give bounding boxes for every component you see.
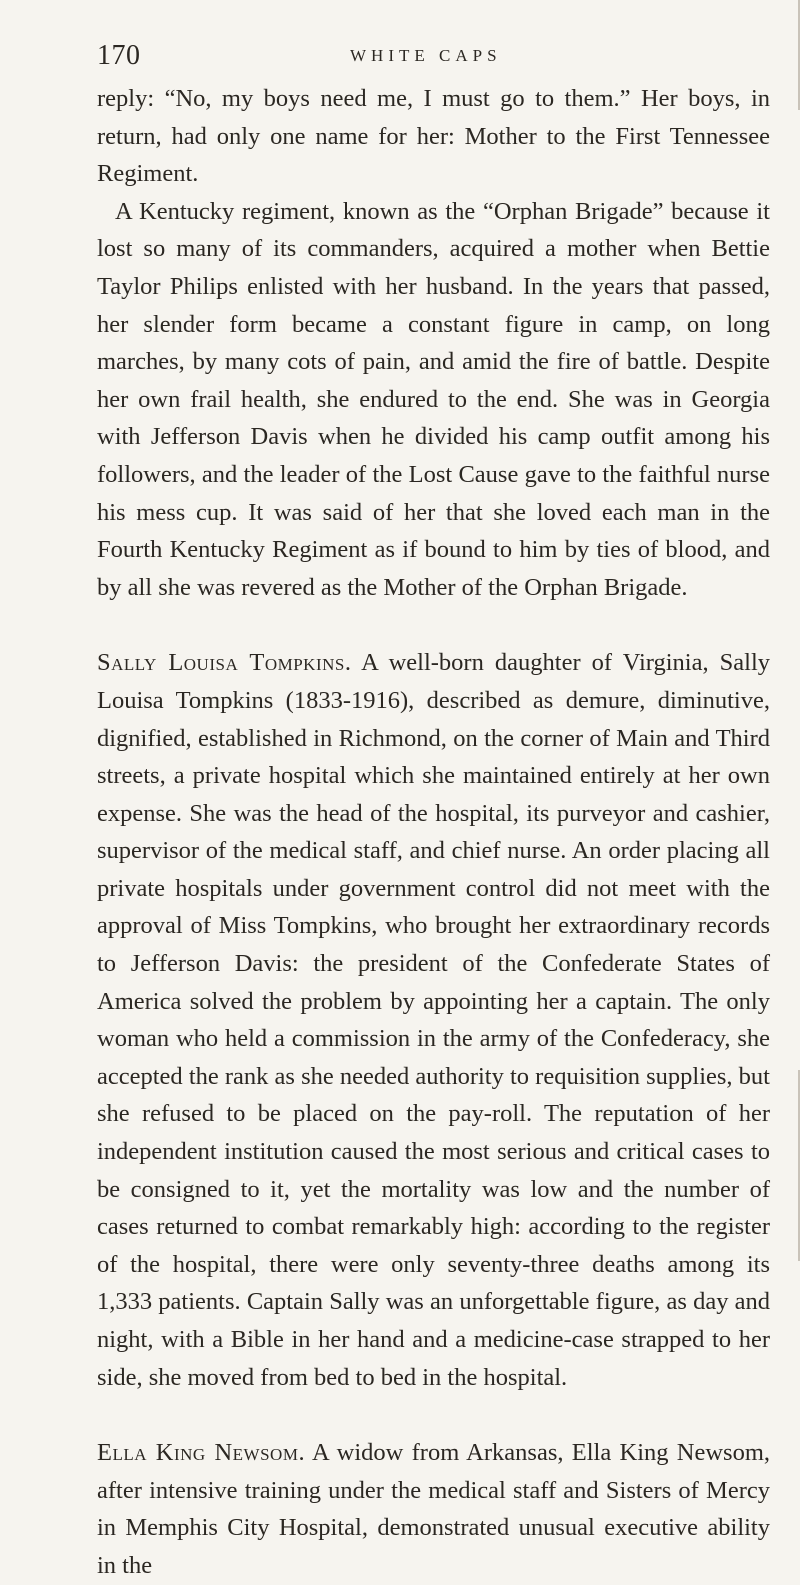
page-number: 170 xyxy=(97,40,141,71)
body-text xyxy=(97,80,770,1585)
entry-name: Ella King Newsom. xyxy=(97,1439,306,1467)
paragraph-text: A Kentucky regiment, known as the “Orphan Brigade” because it lost so many of its commanders, acquired a mother when Bettie Taylor Philips enlisted with her husband. In the years that passed, her slender form became a constant figure in camp, on long marches, by many cots of pain, and amid the fire of battle. Despite her own frail health, she endured to the end. She was in Georgia with Jefferson Davis when he divided his camp outfit among his followers, and the leader of the Lost Cause gave to the faithful nurse his mess cup. It was said of her that she loved each man in the Fourth Kentucky Regiment as if bound to him by ties of blood, and by all she was revered as the Mother of the Orphan Brigade. xyxy=(97,197,770,601)
entry-sally-louisa-tompkins xyxy=(97,644,770,1396)
running-head xyxy=(97,40,770,80)
entry-text: A well-born daughter of Virginia, Sally Louisa Tompkins (1833-1916), described as demure, diminutive, dignified, established in Richmond, on the corner of Main and Third streets, a private hospital which she maintained entirely at her own expense. She was the head of the hospital, its purveyor and cashier, supervisor of the medical staff, and chief nurse. An order placing all private hospitals under government control did not meet with the approval of Miss Tompkins, who brought her extraordinary records to Jefferson Davis: the president of the Confederate States of America solved the problem by appointing her a captain. The only woman who held a commission in the army of the Confederacy, she accepted the rank as she needed authority to requisition supplies, but she refused to be placed on the pay-roll. The reputation of her independent institution caused the most serious and critical cases to be consigned to it, yet the mortality was low and the number of cases returned to combat remarkably high: according to the register of the hospital, there were only seventy-three deaths among its 1,333 patients. Captain Sally was an unforgettable figure, as day and night, with a Bible in her hand and a medicine-case strapped to her side, she moved from bed to bed in the hospital. xyxy=(97,649,771,1391)
paragraph-continuation xyxy=(97,80,770,193)
entry-text: A widow from Arkansas, Ella King Newsom, after intensive training under the medical staff and Sisters of Mercy in Memphis City Hospital, demonstrated unusual executive ability in the xyxy=(97,1439,771,1579)
paragraph-orphan-brigade xyxy=(97,193,770,607)
entry-name: Sally Louisa Tompkins. xyxy=(97,649,352,677)
running-title: WHITE CAPS xyxy=(350,46,502,65)
entry-ella-king-newsom xyxy=(97,1434,770,1584)
paragraph-text: reply: “No, my boys need me, I must go to them.” Her boys, in return, had only one name for her: Mother to the First Tennessee Regiment. xyxy=(97,85,770,188)
